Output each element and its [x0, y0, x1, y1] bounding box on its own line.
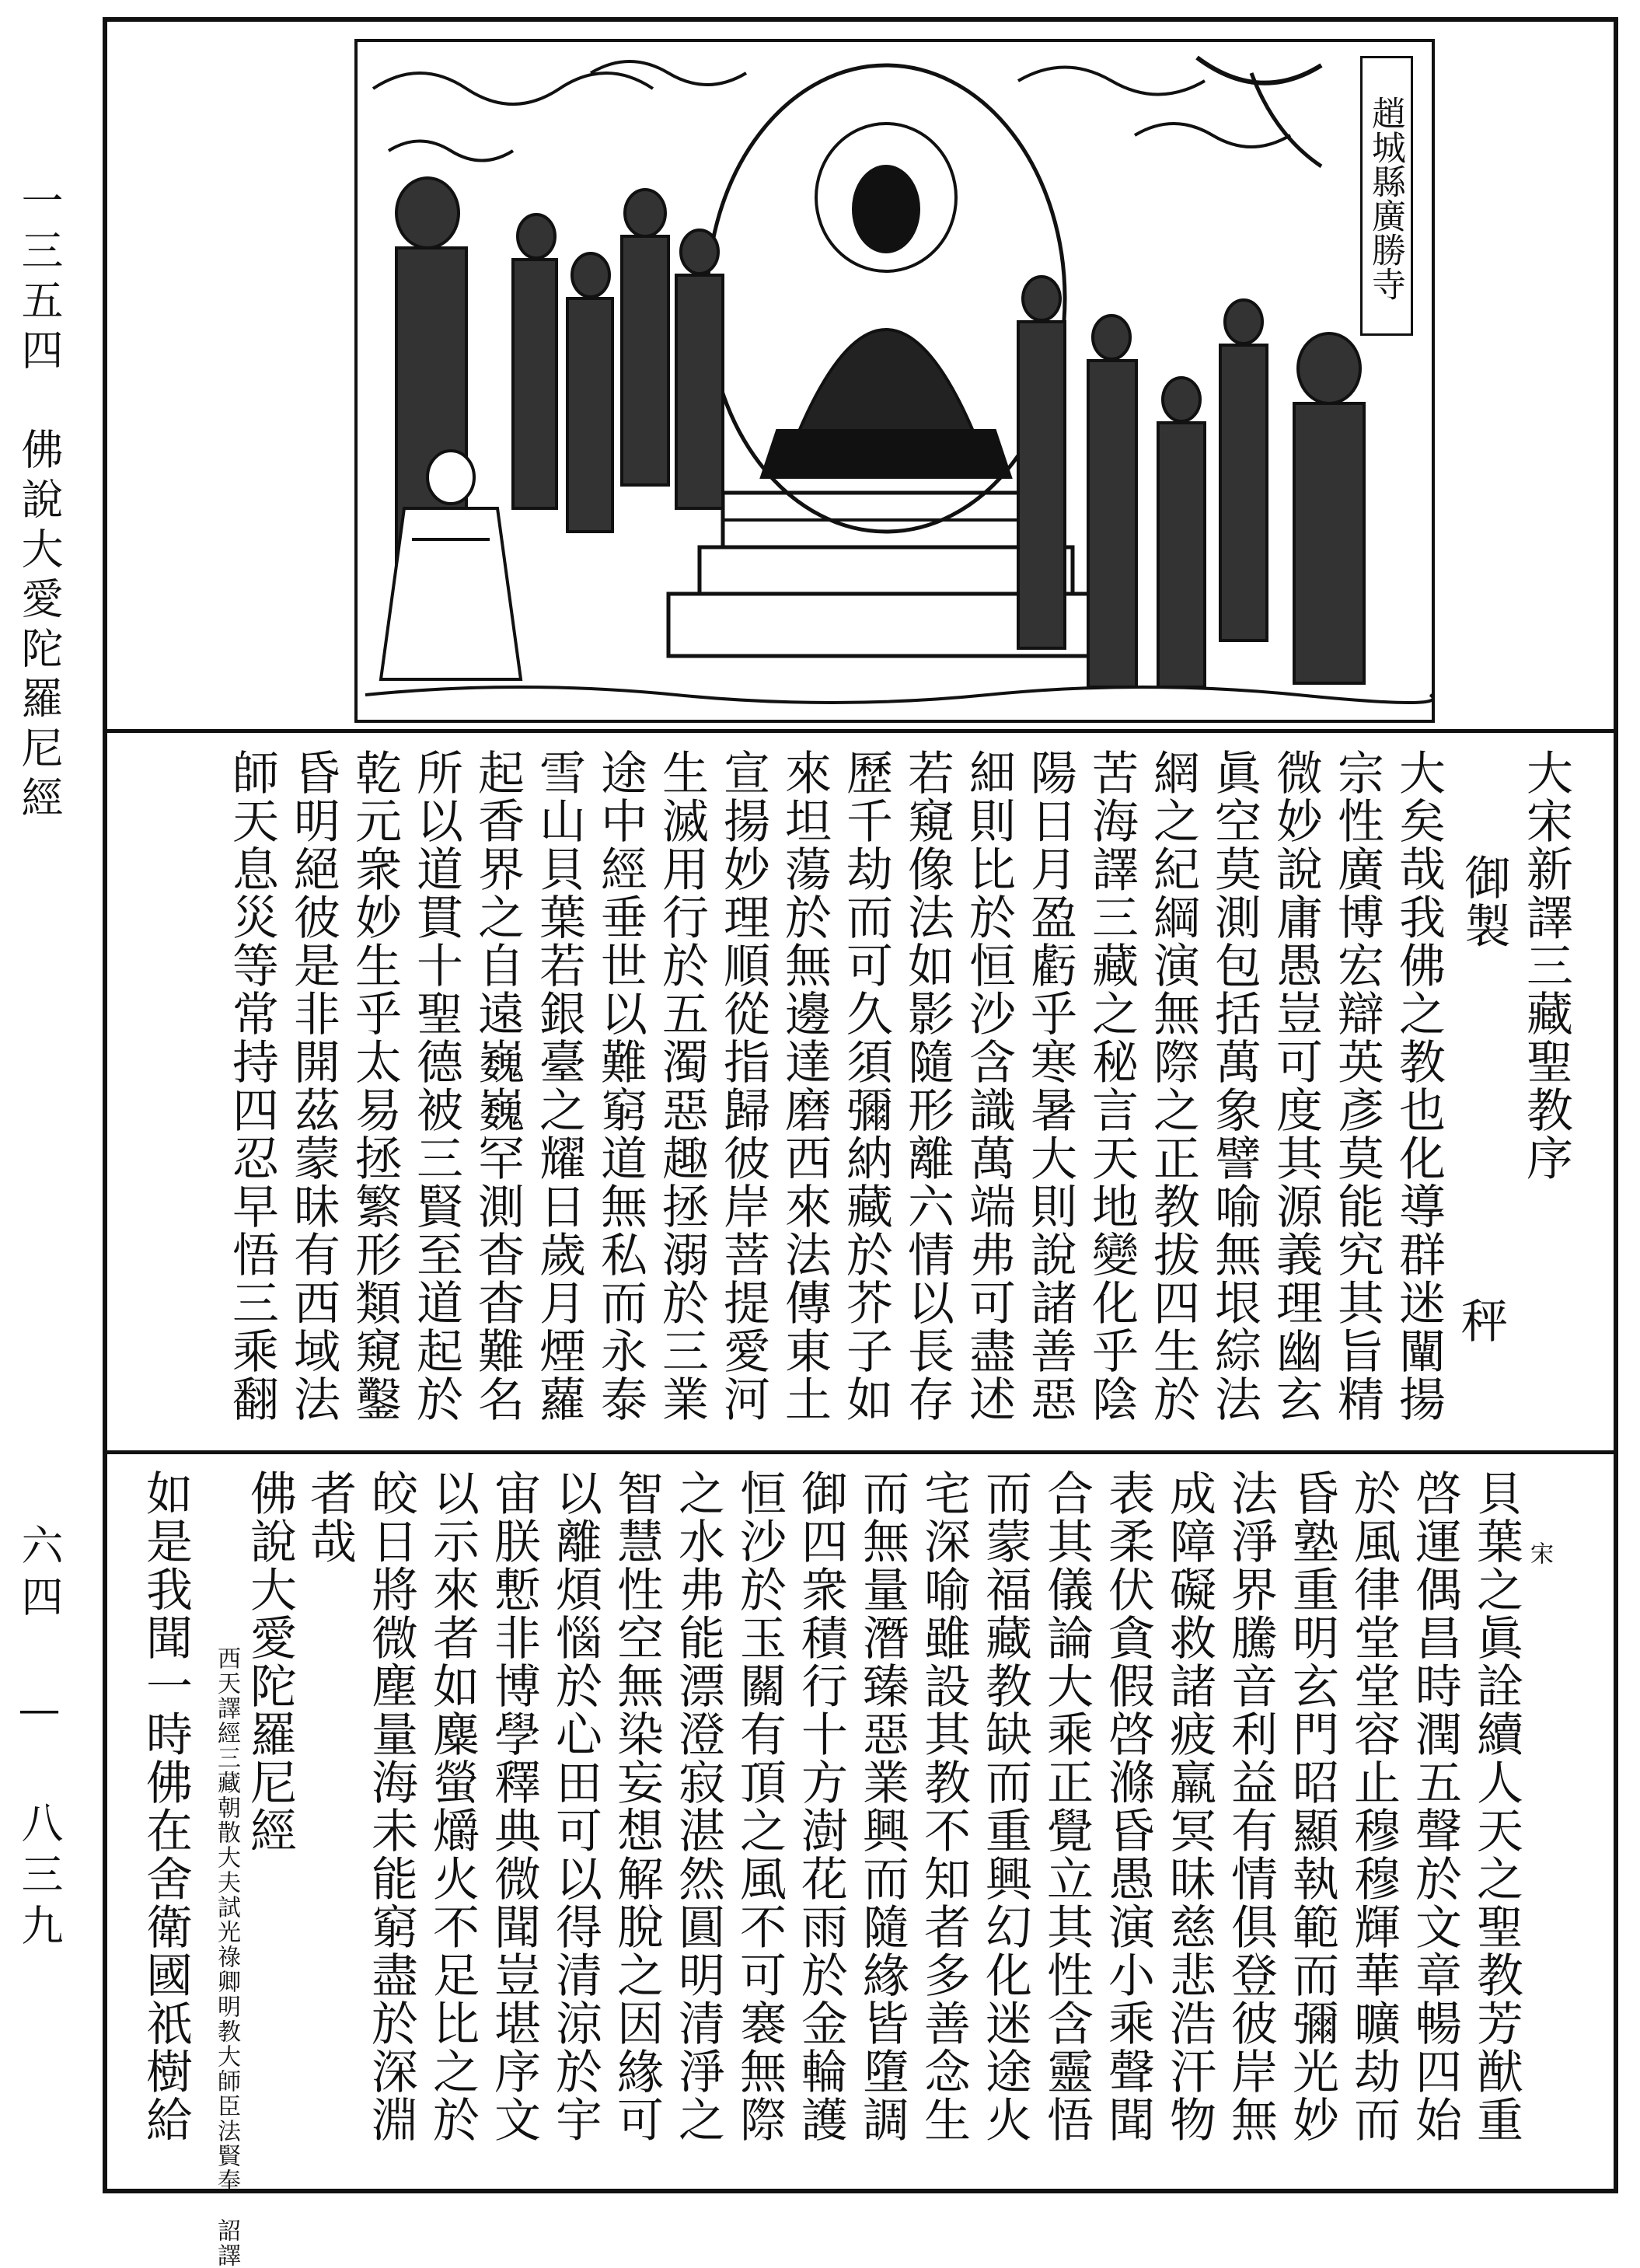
preface-line: 昏明絕彼是非開茲蒙昧有西域法: [286, 748, 340, 1423]
preface-line: 苦海譯三藏之秘言天地變化乎陰: [1084, 748, 1139, 1423]
continuation-line: 恒沙於玉關有頂之風不可褰無際: [732, 1469, 787, 2144]
preface-side-note: 秤: [1453, 1296, 1508, 1345]
continuation-line: 啓運偶昌時潤五聲於文章暢四始: [1408, 1469, 1462, 2144]
continuation-line: 智慧性空無染妄想解脫之因緣可: [609, 1469, 664, 2144]
preface-line: 師天息災等常持四忍早悟三乘翻: [225, 748, 279, 1423]
continuation-line: 以離煩惱於心田可以得清涼於宇: [548, 1469, 602, 2144]
continuation-line: 於風律堂堂容止穆穆輝華曠劫而: [1346, 1469, 1401, 2144]
sutra-title: 佛說大愛陀羅尼經: [243, 1469, 297, 1855]
preface-line: 宗性廣博宏辯英彥莫能究其旨精: [1330, 748, 1384, 1423]
preface-line: 若窺像法如影隨形離六情以長存: [900, 748, 954, 1423]
preface-line: 陽日月盈虧乎寒暑大則說諸善惡: [1023, 748, 1077, 1423]
volume-marker: 宋: [1526, 1541, 1553, 1566]
preface-line: 乾元衆妙生乎太易拯繁形類窺鑿: [347, 748, 402, 1423]
preface-line: 起香界之自遠巍巍罕測杳杳難名: [470, 748, 525, 1423]
continuation-line: 宙朕慙非博學釋典微聞豈堪序文: [487, 1469, 541, 2144]
sutra-first-line: 如是我聞一時佛在舍衛國祇樹給: [138, 1469, 193, 2144]
continuation-line: 宅深喻雖設其教不知者多善念生: [916, 1469, 971, 2144]
translator-credit: 西天譯經三藏朝散大夫試光祿卿明教大師臣法賢奉 詔譯: [213, 1646, 240, 2268]
frontispiece-illustration: [354, 39, 1435, 723]
continuation-line: 者哉: [302, 1469, 357, 1565]
continuation-line: 而無量潛臻惡業興而隨緣皆墮調: [855, 1469, 909, 2144]
continuation-line: 貝葉之眞詮續人天之聖教芳猷重: [1469, 1469, 1523, 2144]
continuation-line: 皎日將微塵量海未能窮盡於深淵: [364, 1469, 418, 2144]
illustration-drawing: [358, 42, 1432, 720]
continuation-line: 以示來者如麋螢爝火不足比之於: [425, 1469, 480, 2144]
margin-page-number: 六四 — 八三九: [15, 1523, 64, 1955]
preface-line: 細則比於恒沙含識萬端弗可盡述: [961, 748, 1016, 1423]
preface-line: 雪山貝葉若銀臺之耀日歲月煙蘿: [532, 748, 586, 1423]
continuation-line: 昏塾重明玄門昭顯執範而彌光妙: [1285, 1469, 1339, 2144]
continuation-line: 成障礙救諸疲羸冥昧慈悲浩汗物: [1162, 1469, 1216, 2144]
preface-author: 御製: [1457, 853, 1511, 950]
divider-middle: [107, 1450, 1614, 1454]
preface-line: 生滅用行於五濁惡趣拯溺於三業: [654, 748, 709, 1423]
preface-line: 所以道貫十聖德被三賢至道起於: [409, 748, 463, 1423]
continuation-line: 法淨界騰音利益有情俱登彼岸無: [1223, 1469, 1278, 2144]
page-frame: [103, 17, 1618, 2268]
margin-running-title: 一三五四 佛說大愛陀羅尼經: [15, 179, 64, 825]
continuation-line: 合其儀論大乘正覺立其性含靈悟: [1039, 1469, 1094, 2144]
preface-line: 宣揚妙理順從指歸彼岸菩提愛河: [716, 748, 770, 1423]
continuation-line: 御四衆積行十方澍花雨於金輪護: [794, 1469, 848, 2144]
preface-line: 大矣哉我佛之教也化導群迷闡揚: [1391, 748, 1446, 1423]
preface-line: 微妙說庸愚豈可度其源義理幽玄: [1268, 748, 1323, 1423]
preface-line: 歷千劫而可久須彌納藏於芥子如: [839, 748, 893, 1423]
preface-line: 眞空莫測包括萬象譬喻無垠綜法: [1207, 748, 1261, 1423]
divider-top: [107, 729, 1614, 733]
preface-line: 來坦蕩於無邊達磨西來法傳東土: [777, 748, 832, 1423]
temple-name-cartouche: 趙城縣廣勝寺: [1360, 56, 1413, 336]
preface-line: 途中經垂世以難窮道無私而永泰: [593, 748, 647, 1423]
continuation-line: 而蒙福藏教缺而重興幻化迷途火: [978, 1469, 1032, 2144]
continuation-line: 之水弗能漂澄寂湛然圓明清淨之: [671, 1469, 725, 2144]
preface-line: 網之紀綱演無際之正教拔四生於: [1146, 748, 1200, 1423]
continuation-line: 表柔伏貪假啓滌昏愚演小乘聲聞: [1101, 1469, 1155, 2144]
preface-title: 大宋新譯三藏聖教序: [1519, 748, 1573, 1182]
